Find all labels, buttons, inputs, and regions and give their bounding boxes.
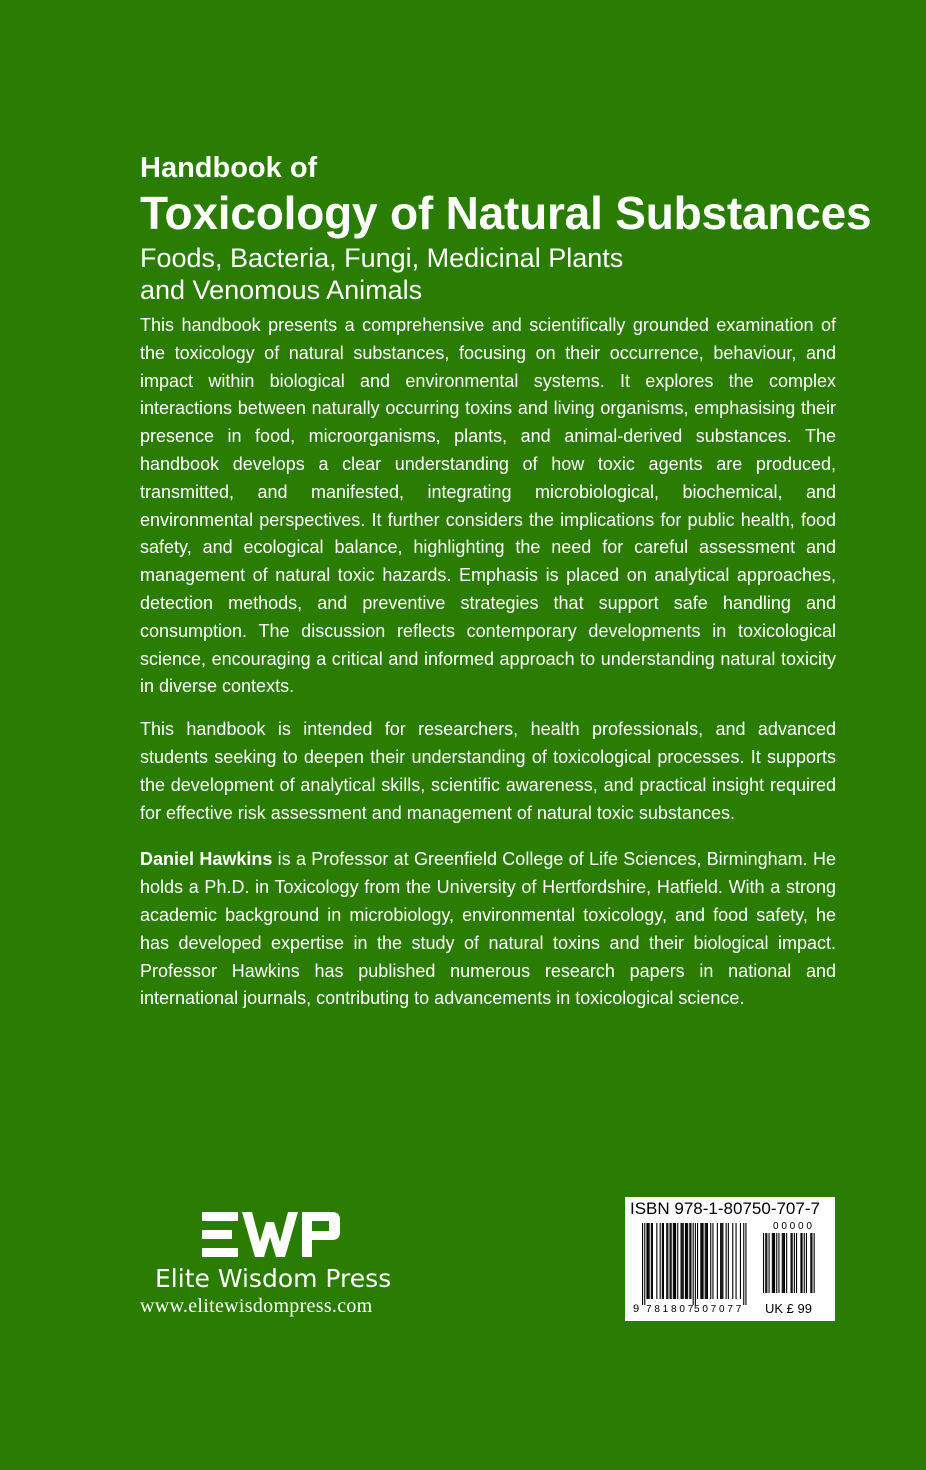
addon-bar xyxy=(796,1233,797,1293)
barcode-bar xyxy=(701,1223,702,1299)
barcode-bar xyxy=(651,1223,652,1299)
back-cover-content xyxy=(140,150,872,1013)
author-bio xyxy=(140,846,836,1013)
publisher-logo xyxy=(140,1212,406,1318)
barcode-bar xyxy=(710,1223,711,1299)
barcode-bar xyxy=(677,1223,678,1299)
addon-bar xyxy=(811,1233,812,1293)
addon-bar xyxy=(766,1233,767,1293)
book-title: Toxicology of Natural Substances xyxy=(140,187,872,239)
barcode-digit-group: 5 0 7 0 7 7 xyxy=(694,1304,742,1315)
addon-bar xyxy=(773,1233,774,1293)
barcode-bar xyxy=(673,1223,674,1299)
barcode-bar xyxy=(707,1223,708,1299)
barcode-digit-group: 7 8 1 8 0 7 xyxy=(646,1304,694,1315)
barcode-bar xyxy=(712,1223,713,1299)
description-paragraph-1: This handbook presents a comprehensive and scientifically grounded examination of the toxicology of natural substances, focusing on their occurrence, behaviour, and impact within biological and environmental systems. It explores the complex interactions between naturally occurring toxins and living organisms, emphasising their presence in food, microorganisms, plants, and animal-derived substances. The handbook develops a clear understanding of how toxic agents are produced, transmitted, and manifested, integrating microbiological, biochemical, and environmental perspectives. It further considers the implications for public health, food safety, and ecological balance, highlighting the need for careful assessment and management of natural toxic hazards. Emphasis is placed on analytical approaches, detection methods, and preventive strategies that support safe handling and consumption. The discussion reflects contemporary developments in toxicological science, encouraging a critical and informed approach to understanding natural toxicity in diverse contexts. xyxy=(140,315,836,697)
addon-bar xyxy=(800,1233,801,1293)
barcode-bar xyxy=(648,1223,649,1299)
addon-bar xyxy=(786,1233,787,1293)
book-subtitle-line-1: Foods, Bacteria, Fungi, Medicinal Plants xyxy=(140,243,624,273)
barcode-bar xyxy=(689,1223,690,1299)
book-subtitle-line-2: and Venomous Animals xyxy=(140,275,423,305)
publisher-url[interactable]: www.elitewisdompress.com xyxy=(140,1295,373,1317)
addon-bar xyxy=(769,1233,770,1293)
author-bio-text: is a Professor at Greenfield College of Life Sciences, Birmingham. He holds a Ph.D. in Toxicology from the University of Hertfordshire, Hatfield. With a strong academic background in microbiology, environmental toxicology, and food safety, he has developed expertise in the study of natural toxins and their biological impact. Professor Hawkins has published numerous research papers in national and international journals, contributing to advancements in toxicological science. xyxy=(140,849,836,1009)
barcode-bar xyxy=(674,1223,675,1299)
barcode-bar xyxy=(686,1223,687,1299)
barcode-bar xyxy=(656,1223,657,1299)
barcode-bar xyxy=(736,1223,737,1299)
addon-bar xyxy=(806,1233,807,1293)
barcode-bar xyxy=(726,1223,727,1299)
addon-bar xyxy=(792,1233,793,1293)
barcode-bar xyxy=(722,1223,723,1299)
barcode-bar xyxy=(670,1223,671,1299)
addon-bar xyxy=(782,1233,783,1293)
barcode-bar xyxy=(745,1223,746,1305)
barcode-bar xyxy=(720,1223,721,1299)
addon-digits: 0 0 0 0 0 xyxy=(773,1221,812,1232)
addon-bar xyxy=(794,1233,795,1293)
description-paragraph-2: This handbook is intended for researchers, health professionals, and advanced students seeking to deepen their understanding of toxicological processes. It supports the development of analytical skills, scientific awareness, and practical insight required for effective risk assessment and management of natural toxic substances. xyxy=(140,719,836,823)
barcode-bar xyxy=(717,1223,718,1299)
barcode-bar xyxy=(743,1223,744,1305)
ewp-logo-icon xyxy=(202,1212,340,1258)
addon-bar xyxy=(804,1233,805,1293)
barcode-bar xyxy=(685,1223,686,1299)
book-subtitle xyxy=(140,242,836,306)
publisher-name: Elite Wisdom Press xyxy=(155,1264,392,1293)
barcode-bar xyxy=(662,1223,663,1299)
barcode-bar xyxy=(695,1223,696,1305)
barcode-bar xyxy=(687,1223,688,1299)
price-label: UK £ 99 xyxy=(765,1301,812,1316)
addon-bar xyxy=(765,1233,766,1293)
barcode-bar xyxy=(683,1223,684,1299)
addon-bar xyxy=(802,1233,803,1293)
book-pre-title: Handbook of xyxy=(140,152,318,184)
barcode-bar xyxy=(671,1223,672,1299)
barcode-bar xyxy=(693,1223,694,1305)
barcode-bar xyxy=(644,1223,645,1305)
barcode-bar xyxy=(706,1223,707,1299)
isbn-label: ISBN 978-1-80750-707-7 xyxy=(630,1199,820,1218)
addon-bar xyxy=(783,1233,784,1293)
barcode-bar xyxy=(740,1223,741,1299)
barcode-bar xyxy=(649,1223,650,1299)
barcode-bar xyxy=(666,1223,667,1299)
barcode-bar xyxy=(700,1223,701,1299)
addon-bar xyxy=(774,1233,775,1293)
barcode-bar xyxy=(646,1223,647,1299)
barcode-bar xyxy=(667,1223,668,1299)
barcode-bar xyxy=(675,1223,676,1299)
barcode-bar xyxy=(697,1223,698,1299)
barcode-bar xyxy=(703,1223,704,1299)
addon-bar xyxy=(810,1233,811,1293)
barcode-digit: 9 xyxy=(633,1303,640,1315)
addon-bar xyxy=(772,1233,773,1293)
barcode-bar xyxy=(721,1223,722,1299)
barcode-bar xyxy=(652,1223,653,1299)
addon-bar xyxy=(784,1233,785,1293)
barcode-bar xyxy=(728,1223,729,1299)
isbn-barcode-box xyxy=(625,1197,835,1321)
author-name: Daniel Hawkins xyxy=(140,849,273,870)
barcode-bar xyxy=(732,1223,733,1299)
barcode-bar xyxy=(642,1223,643,1305)
barcode-bar xyxy=(705,1223,706,1299)
barcode-bar xyxy=(660,1223,661,1299)
addon-bar xyxy=(776,1233,777,1293)
barcode-bar xyxy=(663,1223,664,1299)
barcode-bar xyxy=(681,1223,682,1299)
barcode-bar xyxy=(682,1223,683,1299)
addon-bar xyxy=(791,1233,792,1293)
addon-bar xyxy=(814,1233,815,1293)
addon-bar xyxy=(778,1233,779,1293)
barcode-bar xyxy=(690,1223,691,1299)
addon-bar xyxy=(763,1233,764,1293)
